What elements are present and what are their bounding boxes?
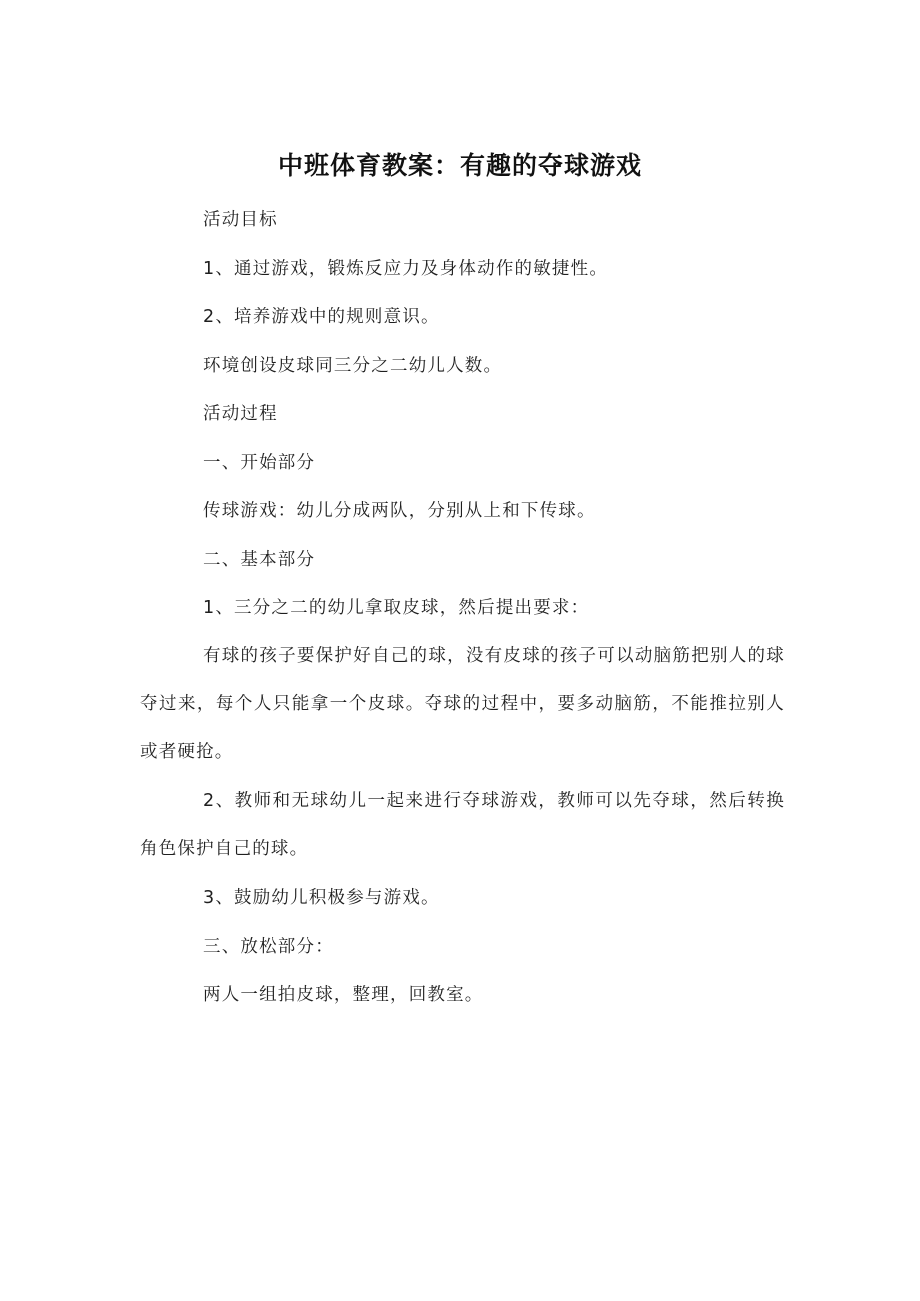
paragraph-relax: 两人一组拍皮球，整理，回教室。: [203, 985, 484, 1005]
paragraph-activity-goals: 活动目标: [203, 210, 278, 230]
paragraph-environment: 环境创设皮球同三分之二幼儿人数。: [203, 356, 503, 376]
paragraph-part-three-heading: 三、放松部分：: [203, 937, 334, 957]
paragraph-part-one-heading: 一、开始部分: [203, 453, 316, 473]
paragraph-part-two-heading: 二、基本部分: [203, 550, 316, 570]
paragraph-step-2: 2、教师和无球幼儿一起来进行夺球游戏，教师可以先夺球，然后转换角色保护自己的球。: [140, 791, 785, 859]
paragraph-step-3: 3、鼓励幼儿积极参与游戏。: [203, 888, 440, 908]
paragraph-step-1: 1、三分之二的幼儿拿取皮球，然后提出要求：: [203, 598, 590, 618]
paragraph-activity-process: 活动过程: [203, 404, 278, 424]
paragraph-passing-game: 传球游戏：幼儿分成两队，分别从上和下传球。: [203, 501, 596, 521]
paragraph-goal-2: 2、培养游戏中的规则意识。: [203, 307, 440, 327]
paragraph-goal-1: 1、通过游戏，锻炼反应力及身体动作的敏捷性。: [203, 259, 609, 279]
paragraph-rules: 有球的孩子要保护好自己的球，没有皮球的孩子可以动脑筋把别人的球夺过来，每个人只能拿一个皮球。夺球的过程中，要多动脑筋，不能推拉别人或者硬抢。: [140, 646, 785, 762]
document-title: 中班体育教案：有趣的夺球游戏: [277, 151, 642, 180]
